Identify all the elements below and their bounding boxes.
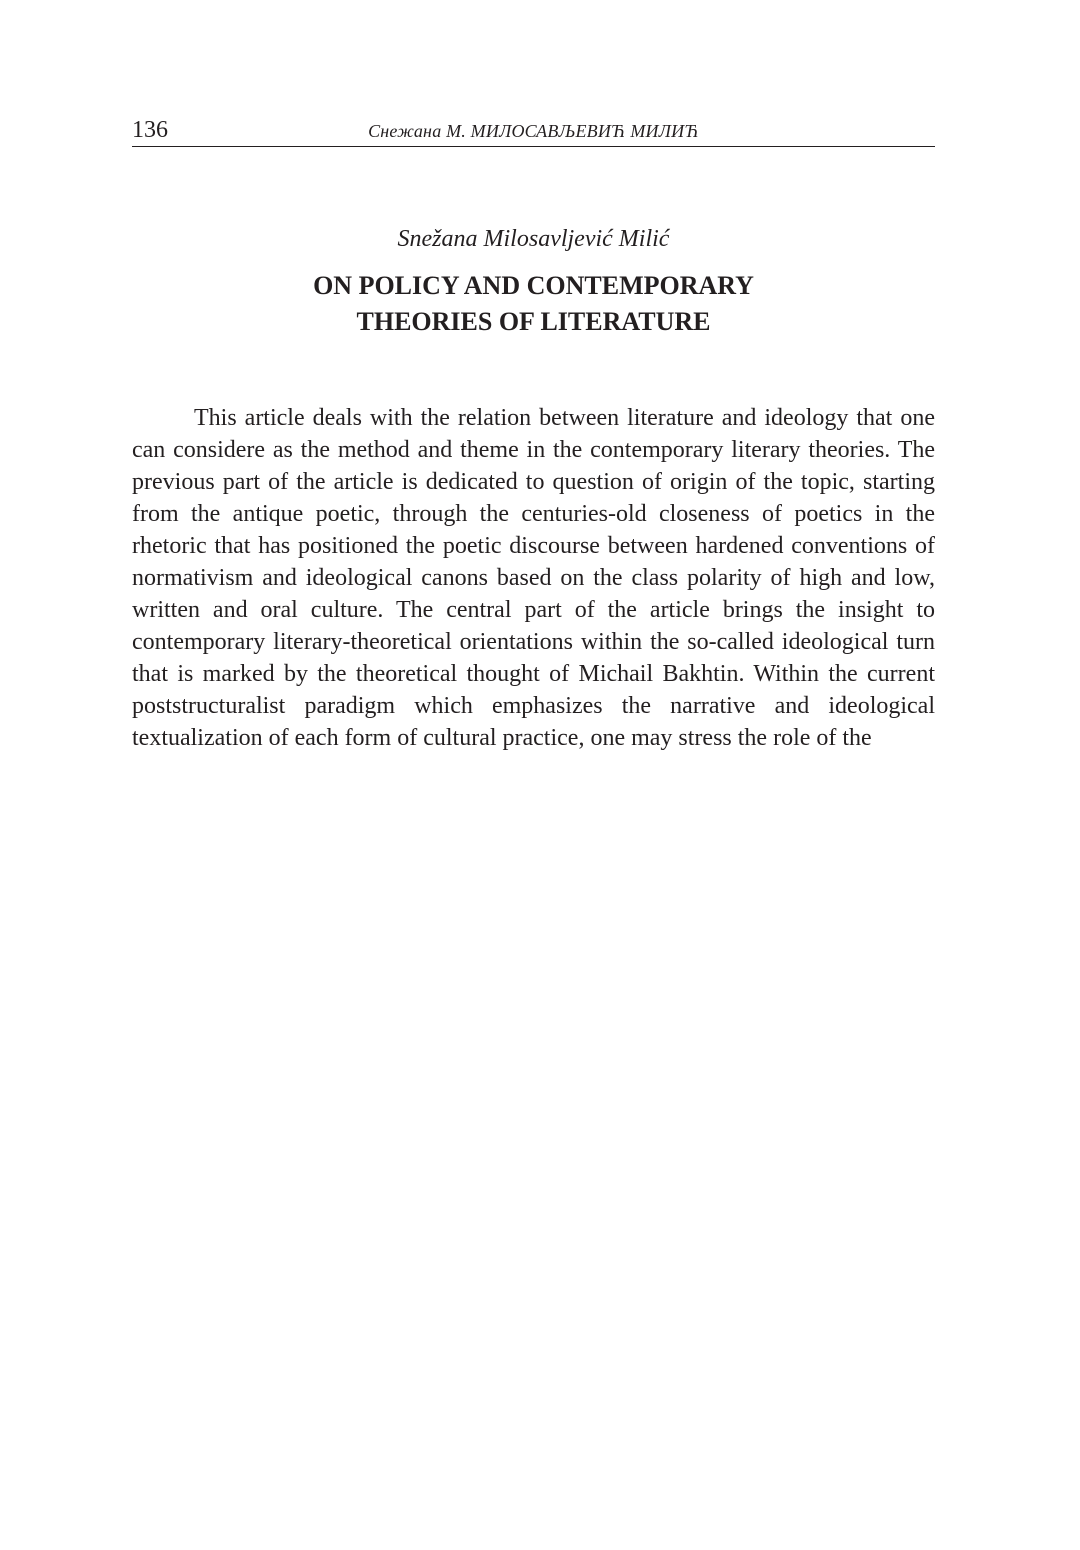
page-number: 136 (132, 117, 168, 143)
article-title (132, 268, 935, 340)
article-title-line-2: THEORIES OF LITERATURE (356, 307, 711, 336)
running-header (132, 112, 935, 147)
article-author: Snežana Milosavljević Milić (397, 226, 670, 252)
abstract-paragraph: This article deals with the relation between literature and ideology that one can considere as the method and theme in the contemporary literary theories. The previous part of the article is dedicated to question of origin of the topic, starting from the antique poetic, through the centuries-old closeness of poetics in the rhetoric that has positioned the poetic discourse between hardened conventions of normativism and ideological canons based on the class polarity of high and low, written and oral culture. The central part of the article brings the insight to contemporary literary-theoretical orientations within the so-called ideological turn that is marked by the theoretical thought of Michail Bakhtin. Within the current poststructuralist paradigm which emphasizes the narrative and ideological textualization of each form of cultural practice, one may stress the role of the (132, 405, 935, 751)
running-header-author: Снежана М. МИЛОСАВЉЕВИЋ МИЛИЋ (368, 121, 699, 141)
article-title-line-1: ON POLICY AND CONTEMPORARY (313, 271, 754, 300)
